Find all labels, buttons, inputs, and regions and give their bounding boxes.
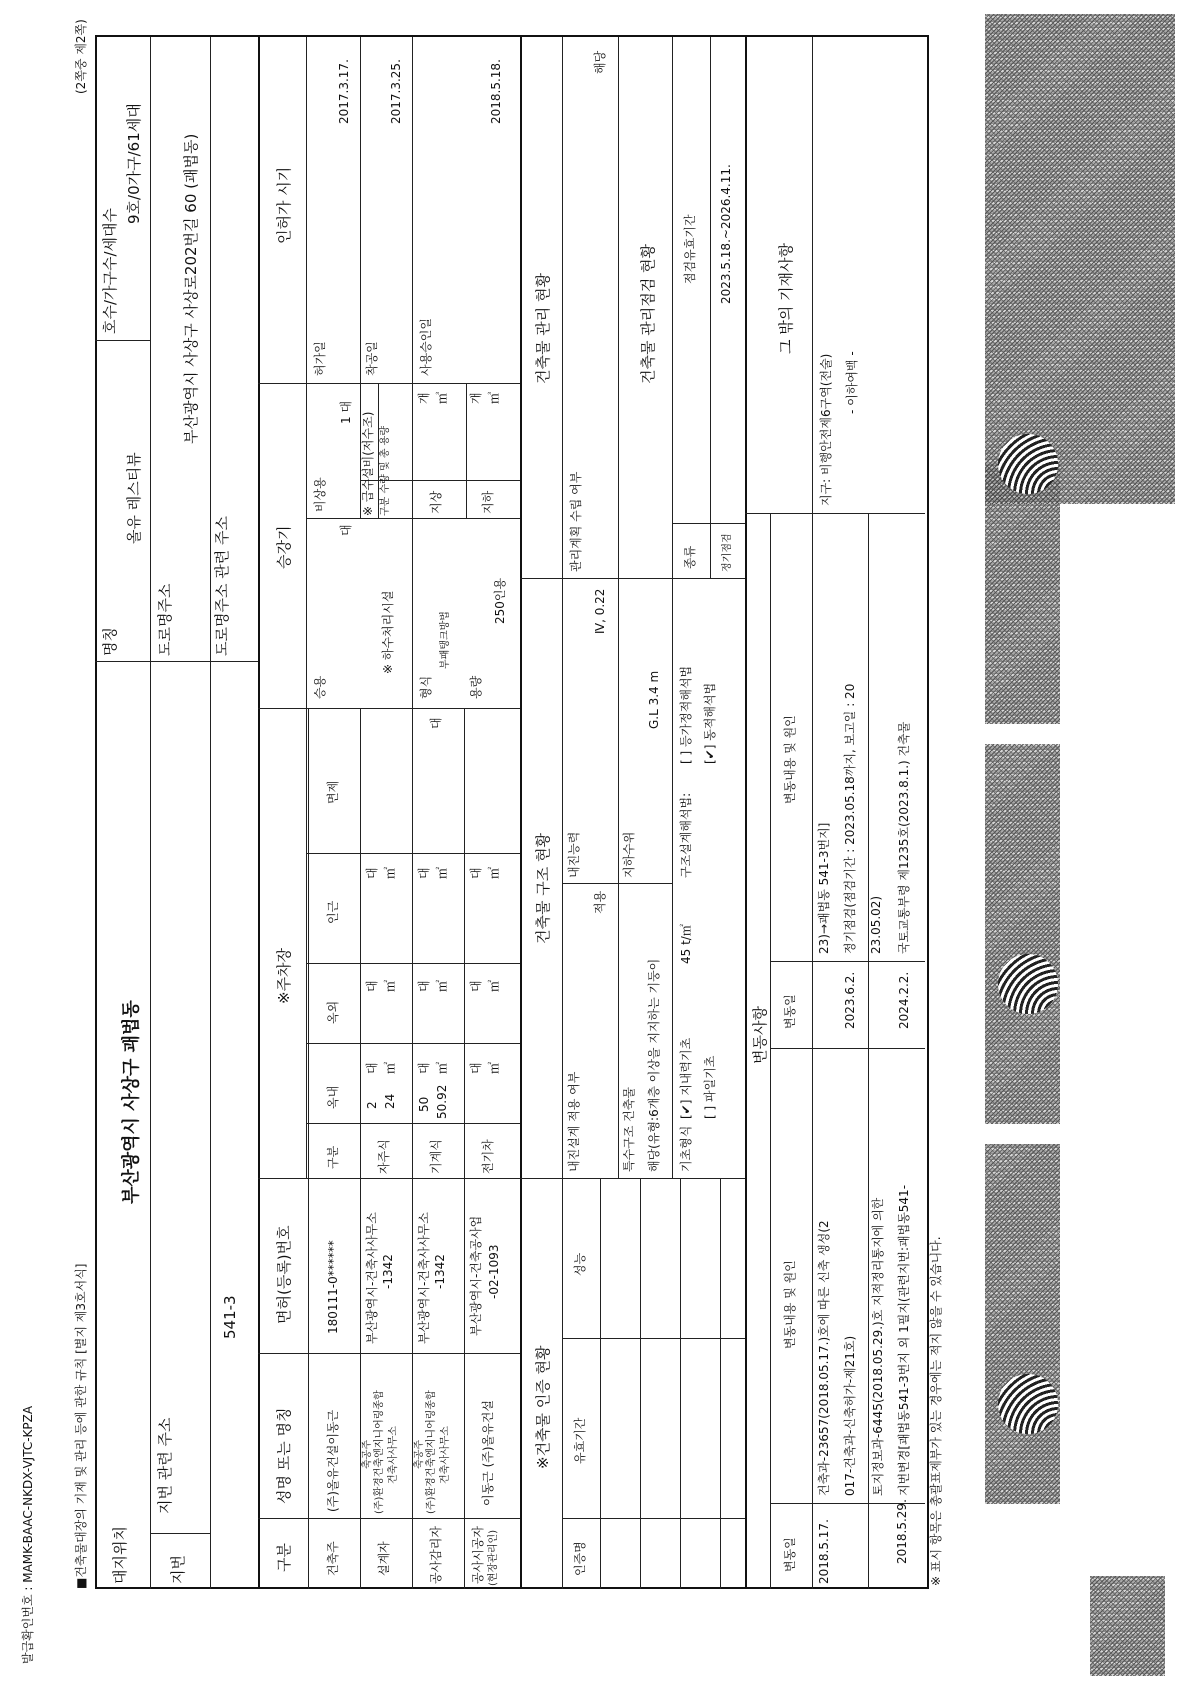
parking-self-area: 24 [383,1093,397,1109]
site-location-label: 대지위치 [111,1526,129,1584]
analysis-option-static[interactable]: [ ] 등가정적해석법 [679,665,693,764]
certification-name-header: 인증명 [573,1541,587,1576]
lot-number: 541-3 [221,1295,239,1339]
parking-outdoor-unit-a3: ㎡ [487,979,501,992]
owner-name: (주)올유건설이동근 [326,1409,340,1512]
parking-ev-type: 전기차 [481,1139,495,1174]
seismic-capacity-value: Ⅳ, 0.22 [593,588,607,634]
water-below-count-unit: 개 [469,392,483,404]
permit-title: 인허가 시기 [275,166,293,244]
parking-nearby-unit: 대 [365,867,379,879]
change-content-3-line1: 23)→괘법동 541-3번지] [817,822,831,954]
road-related-label: 도로명주소 관련 주소 [213,516,231,656]
parking-mech-type: 기계식 [429,1139,443,1174]
people-header-division: 구분 [275,1543,293,1572]
parking-outdoor-unit-3: 대 [469,980,483,992]
inspection-title: 건축물 관리점검 현황 [639,244,657,384]
water-supply-columns: 구분 수량 및 총 용량 [380,426,391,516]
elevator-emergency-label: 비상용 [313,477,327,512]
contractor-label-2: (현장관리인) [488,1529,499,1586]
change-content-4-line1: 국토교통부령 제1235호(2023.8.1.) 건축물 [897,721,911,954]
parking-header-nearby: 인근 [326,900,340,924]
special-structure-label: 특수구조 건축물 [622,1087,636,1172]
water-supply-label: ※ 급수설비(저수조) [361,411,375,516]
security-pattern-small [1090,1576,1165,1676]
start-date-value: 2017.3.25. [389,59,403,124]
parking-nearby-unit-3: 대 [469,867,483,879]
owner-label: 건축주 [326,1541,340,1576]
use-approval-value: 2018.5.18. [489,59,503,124]
change-date-4: 2024.2.2. [897,971,911,1029]
foundation-bearing-value: 45 t/㎡ [679,924,693,964]
register-frame [95,35,929,1589]
elevator-passenger-label: 승용 [313,675,327,699]
changes-title: 변동사항 [751,1006,769,1064]
building-name-label: 명칭 [101,627,119,656]
change-content-3-line2: 정기점검(점검기간 : 2023.05.18까지, 보고일 : 20 [843,683,857,954]
parking-title: ※주차장 [275,947,293,1004]
other-notes-title: 그 밖의 기재사항 [777,243,795,354]
contractor-label: 공사시공자 [471,1526,485,1584]
groundwater-value: G.L 3.4 m [647,670,661,729]
change-date-2: 2018.5.29. [895,1499,909,1564]
parking-self-area-unit: ㎡ [383,1061,397,1074]
parking-outdoor-unit: 대 [365,980,379,992]
contractor-license: 부산광역시-건축공사업 [469,1215,483,1336]
sewage-capacity-label: 용량 [469,675,483,699]
changes-date-header: 변동일 [783,1537,797,1572]
security-pattern-4 [985,14,1175,504]
seismic-capacity-label: 내진능력 [567,831,581,878]
page-indicator: (2쪽중 제2쪽) [74,19,88,94]
site-location-value: 부산광역시 사상구 괘법동 [121,1000,142,1204]
parking-nearby-unit-a3: ㎡ [487,866,501,879]
parking-outdoor-unit-a: ㎡ [383,979,397,992]
seal-rings-1 [998,1374,1058,1434]
parking-outdoor-unit-a2: ㎡ [435,979,449,992]
supervisor-name: (주)환경건축엔지니어링종합 [426,1390,437,1514]
certification-title: ※건축물 인증 현황 [534,1345,552,1469]
parking-nearby-unit-a2: ㎡ [435,866,449,879]
changes-content-header-2: 변동내용 및 원인 [783,715,797,804]
parking-nearby-unit-a: ㎡ [383,866,397,879]
structure-title: 건축물 구조 현황 [534,833,552,944]
water-below-label: 지하 [481,490,495,514]
change-content-1-line1: 건축과-23657(2018.05.17.)호에 따른 신축 생성(2 [817,1220,831,1496]
people-header-license: 면허(등록)번호 [275,1225,293,1324]
security-pattern-2 [985,744,1060,1124]
analysis-option-dynamic[interactable]: [✔] 동적해석법 [703,682,717,764]
sewage-capacity-value: 250인용 [493,577,507,624]
management-plan-value: 해당 [593,50,607,74]
permit-date-value: 2017.3.17. [337,59,351,124]
analysis-label: 구조설계해석법: [679,792,693,878]
parking-header-exempt: 면제 [326,780,340,804]
seal-rings-2 [998,954,1058,1014]
parking-mech-count: 50 [417,1096,431,1112]
parking-mech-count-unit: 대 [417,1062,431,1074]
parking-mech-area-unit: ㎡ [435,1061,449,1074]
parking-exempt-unit: 대 [429,717,443,729]
supervisor-name-top: 축공주 [414,1440,425,1469]
elevator-emergency-value: 1 대 [339,400,353,424]
units-value: 9호/0가구/61세대 [125,103,143,224]
units-label: 호수/가구수/세대수 [101,207,119,334]
change-content-1-line2: 017-건축과-신축허가-제21호) [843,1335,857,1496]
sewage-type-value: 부패탱크방법 [440,611,451,669]
parking-header-indoor: 옥내 [326,1085,340,1109]
seismic-value: 적용 [593,890,607,914]
water-above-volume-unit: ㎥ [435,391,449,404]
parking-ev-count-unit: 대 [469,1062,483,1074]
change-content-2-line2: 지번변경[괘법동541-3번지 외 1필지(관련지번:괘법동541- [897,1184,911,1496]
inspection-type-header: 종류 [683,545,697,569]
parking-header-division: 구분 [326,1145,340,1169]
other-notes-line2: - 이하여백 - [845,351,859,414]
change-content-2-line1: 토지정보과-6445(2018.05.29.)호 지적정리통지에 의한 [871,1197,885,1496]
parking-self-type: 자주식 [377,1139,391,1174]
parking-ev-area-unit: ㎡ [487,1061,501,1074]
parking-self-count: 2 [365,1101,379,1109]
designer-name: (주)환경건축엔지니어링종합 [374,1390,385,1514]
groundwater-label: 지하수위 [622,831,636,878]
inspection-period-header: 점검유효기간 [683,214,697,284]
change-date-1: 2018.5.17. [817,1519,831,1584]
changes-content-header: 변동내용 및 원인 [783,1260,797,1349]
contractor-name: 이동근 (주)올유건설 [481,1400,495,1506]
parking-self-count-unit: 대 [365,1062,379,1074]
inspection-period-value: 2023.5.18.~2026.4.11. [719,164,733,304]
start-date-label: 착공일 [365,341,379,376]
seal-rings-3 [998,434,1058,494]
certification-performance-header: 성능 [573,1252,587,1276]
other-notes-line1: 지구: 비행안전제6구역(전술) [819,353,833,506]
management-title: 건축물 관리 현황 [534,273,552,384]
supervisor-name-2: 건축사사무소 [440,1426,451,1484]
supervisor-label: 공사감리자 [429,1526,443,1584]
footnote: ※ 표시 항목은 총괄표제부가 있는 경우에는 적지 않을 수 있습니다. [929,1236,943,1586]
people-header-name: 성명 또는 명칭 [275,1407,293,1504]
water-below-volume-unit: ㎥ [487,391,501,404]
certification-period-header: 유효기간 [573,1417,587,1464]
building-name-value: 올유 레스티뷰 [125,452,143,544]
designer-label: 설계자 [377,1541,391,1576]
inspection-type-value: 정기점검 [722,533,733,572]
supervisor-license-2: -1342 [433,1254,447,1289]
water-above-label: 지상 [429,490,443,514]
foundation-option-bearing[interactable]: [✔] 지내력기초 [679,1037,693,1119]
elevator-passenger-unit: 대 [339,524,353,536]
designer-license: 부산광역시-건축사사무소 [365,1212,379,1344]
parking-header-outdoor: 옥외 [326,1000,340,1024]
special-structure-desc: 해당(유형:6개층 이상을 지지하는 기둥이 [647,958,661,1172]
changes-date-header-2: 변동일 [783,994,797,1029]
parking-mech-area: 50.92 [435,1084,449,1119]
road-address-label: 도로명주소 [156,583,174,656]
owner-license: 180111-0****** [326,1240,340,1334]
foundation-label: 기초형식 [679,1125,693,1172]
supervisor-license: 부산광역시-건축사사무소 [417,1212,431,1344]
road-address-value: 부산광역시 사상구 사상로202번길 60 (괘법동) [182,133,200,444]
designer-name-top: 축공주 [362,1440,373,1469]
lot-label: 지번 [169,1555,187,1584]
parking-nearby-unit-2: 대 [417,867,431,879]
sewage-type-label: 형식 [419,675,433,699]
contractor-license-2: -02-1093 [487,1244,501,1299]
use-approval-label: 사용승인일 [419,318,433,376]
security-pattern-1 [985,1144,1060,1504]
elevator-title: 승강기 [275,525,293,569]
sewage-label: ※ 하수처리시설 [381,590,395,674]
form-reference: ■건축물대장의 기재 및 관리 등에 관한 규칙 [별지 제3호서식] [74,1263,88,1589]
parking-outdoor-unit-2: 대 [417,980,431,992]
management-plan-label: 관리계획 수립 여부 [569,471,583,572]
water-above-count-unit: 개 [417,392,431,404]
lot-address-label: 지번 관련 주소 [156,1417,174,1514]
designer-license-2: -1342 [381,1254,395,1289]
change-content-3-line3: 23.05.02) [869,895,883,954]
change-date-3: 2023.6.2. [843,971,857,1029]
permit-date-label: 허가일 [313,341,327,376]
seismic-label: 내진설계 적용 여부 [567,1071,581,1172]
designer-name-2: 건축사사무소 [388,1426,399,1484]
issue-number: 발급확인번호 : MAMK-BAAC-NKDX-VJTC-KPZA [21,1405,35,1664]
foundation-option-pile[interactable]: [ ] 파일기초 [703,1055,717,1119]
